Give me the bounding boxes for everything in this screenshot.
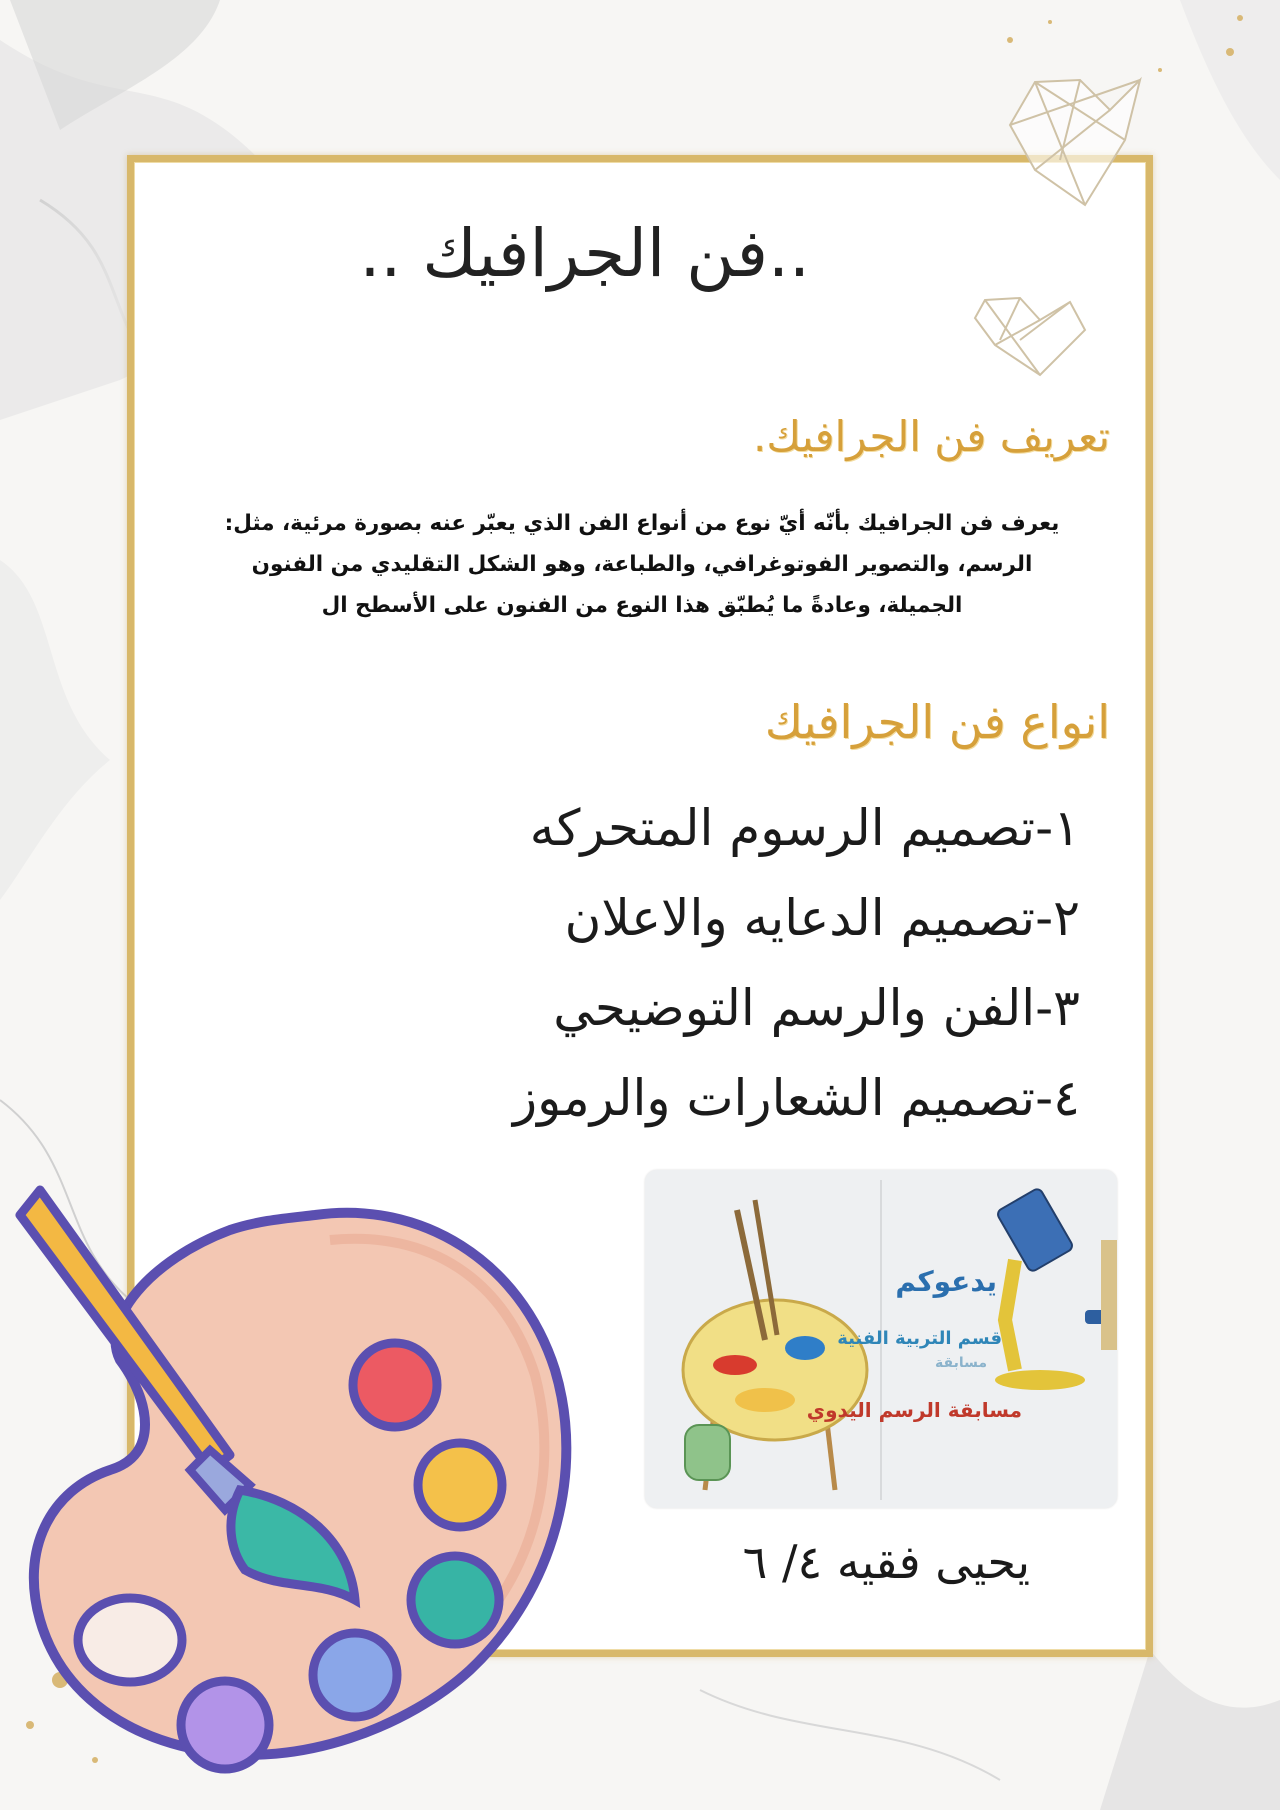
list-item: ٢-تصميم الدعايه والاعلان [564,889,1080,947]
definition-line: يعرف فن الجرافيك بأنّه أيّ نوع من أنواع الفن الذي يعبّر عنه بصورة مرئية، مثل: [224,511,1060,536]
card-invite-text: يدعوكم [895,1265,997,1298]
definition-paragraph [140,503,1144,626]
paint-palette-icon [0,1170,600,1790]
paint-teal [411,1556,499,1644]
author-signature: يحيى فقيه ٤/ ٦ [742,1535,1030,1589]
card-contest-text: مسابقة الرسم اليدوي [806,1398,1022,1422]
paint-blue [313,1633,397,1717]
definition-line: الجميلة، وعادةً ما يُطبّق هذا النوع من الفنون على الأسطح ال [321,593,963,618]
list-item: ٣-الفن والرسم التوضيحي [553,979,1080,1037]
list-item: ١-تصميم الرسوم المتحركه [529,799,1080,857]
paint-yellow [418,1443,502,1527]
paint-purple [181,1681,269,1769]
page-title: ..فن الجرافيك .. [359,215,810,292]
list-item: ٤-تصميم الشعارات والرموز [512,1069,1080,1127]
card-fold-tab [1101,1240,1117,1350]
invitation-card-photo [645,1170,1117,1508]
definition-heading: تعريف فن الجرافيك. [753,412,1110,461]
paint-red [353,1343,437,1427]
card-faint-text: مسابقة [935,1355,987,1371]
card-department-text: قسم التربية الفنية [837,1328,1002,1349]
types-heading: انواع فن الجرافيك [764,695,1110,749]
definition-line: الرسم، والتصوير الفوتوغرافي، والطباعة، وهو الشكل التقليدي من الفنون [251,552,1033,577]
types-list [513,783,1080,1143]
